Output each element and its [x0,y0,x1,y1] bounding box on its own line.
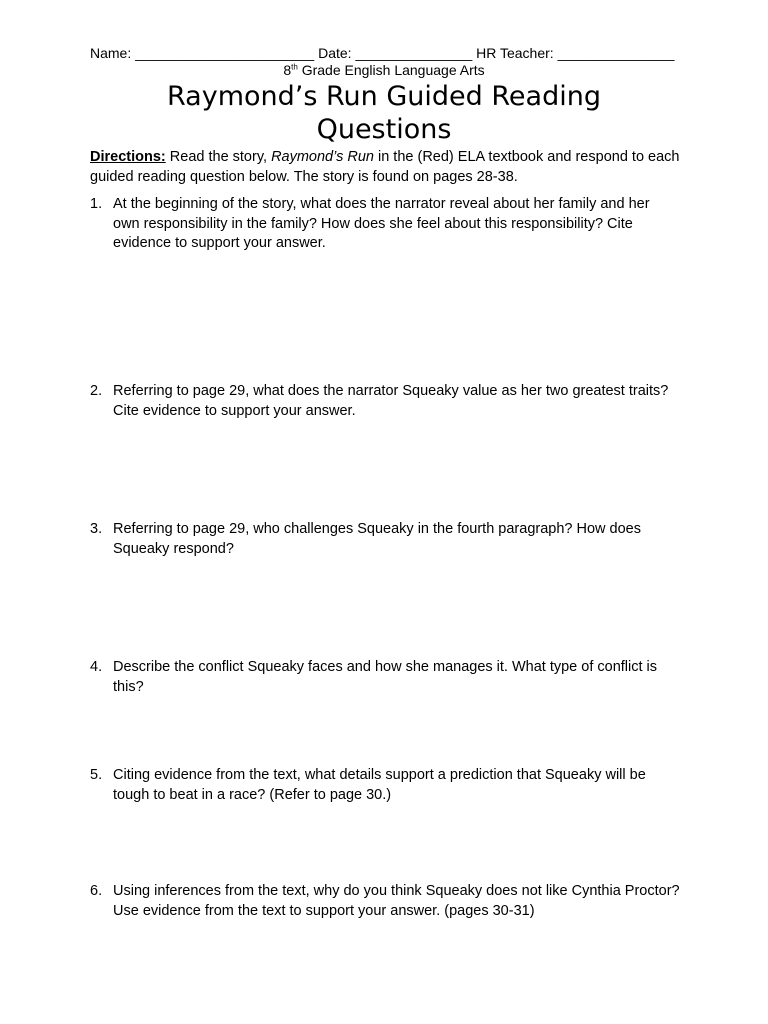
question-text: Describe the conflict Squeaky faces and how she manages it. What type of conflict is this? [113,659,658,695]
directions-label: Directions: [90,149,166,165]
question-number: 5. [90,767,103,783]
course-subtitle [0,62,768,78]
question-1 [90,195,680,254]
directions-text-start: Read the story, [165,149,272,165]
question-text: Citing evidence from the text, what details support a prediction that Squeaky will be tough to beat in a race? (Refer to page 30.) [113,767,646,803]
question-3 [90,520,680,559]
directions-text-end: in the (Red) ELA textbook and respond to each guided reading question below. The story is found on pages 28-38. [90,149,680,185]
question-text: At the beginning of the story, what does the narrator reveal about her family and her own responsibility in the family? How does she feel about this responsibility? Cite evidence to support your answer. [113,196,650,251]
question-text: Referring to page 29, who challenges Squeaky in the fourth paragraph? How does Squeaky respond? [113,521,641,557]
directions [90,147,680,187]
question-number: 6. [90,883,103,899]
student-info-line: Name: _______________________ Date: _______________ HR Teacher: _______________ [90,45,675,61]
question-5 [90,766,680,805]
question-number: 2. [90,383,103,399]
question-2 [90,382,680,421]
question-number: 4. [90,659,103,675]
question-number: 3. [90,521,103,537]
grade-suffix: th [291,62,298,72]
grade-number: 8 [283,62,292,78]
question-text: Referring to page 29, what does the narrator Squeaky value as her two greatest traits? Cite evidence to support your answer. [113,383,669,419]
course-name: Grade English Language Arts [297,62,485,78]
page-title: Raymond’s Run Guided Reading Questions [167,81,601,145]
question-text: Using inferences from the text, why do you think Squeaky does not like Cynthia Proctor? Use evidence from the text to support your answer. (pages 30-31) [113,883,680,919]
question-4 [90,658,680,697]
story-title: Raymond’s Run [271,149,374,165]
question-6 [90,882,680,921]
question-number: 1. [90,196,103,212]
